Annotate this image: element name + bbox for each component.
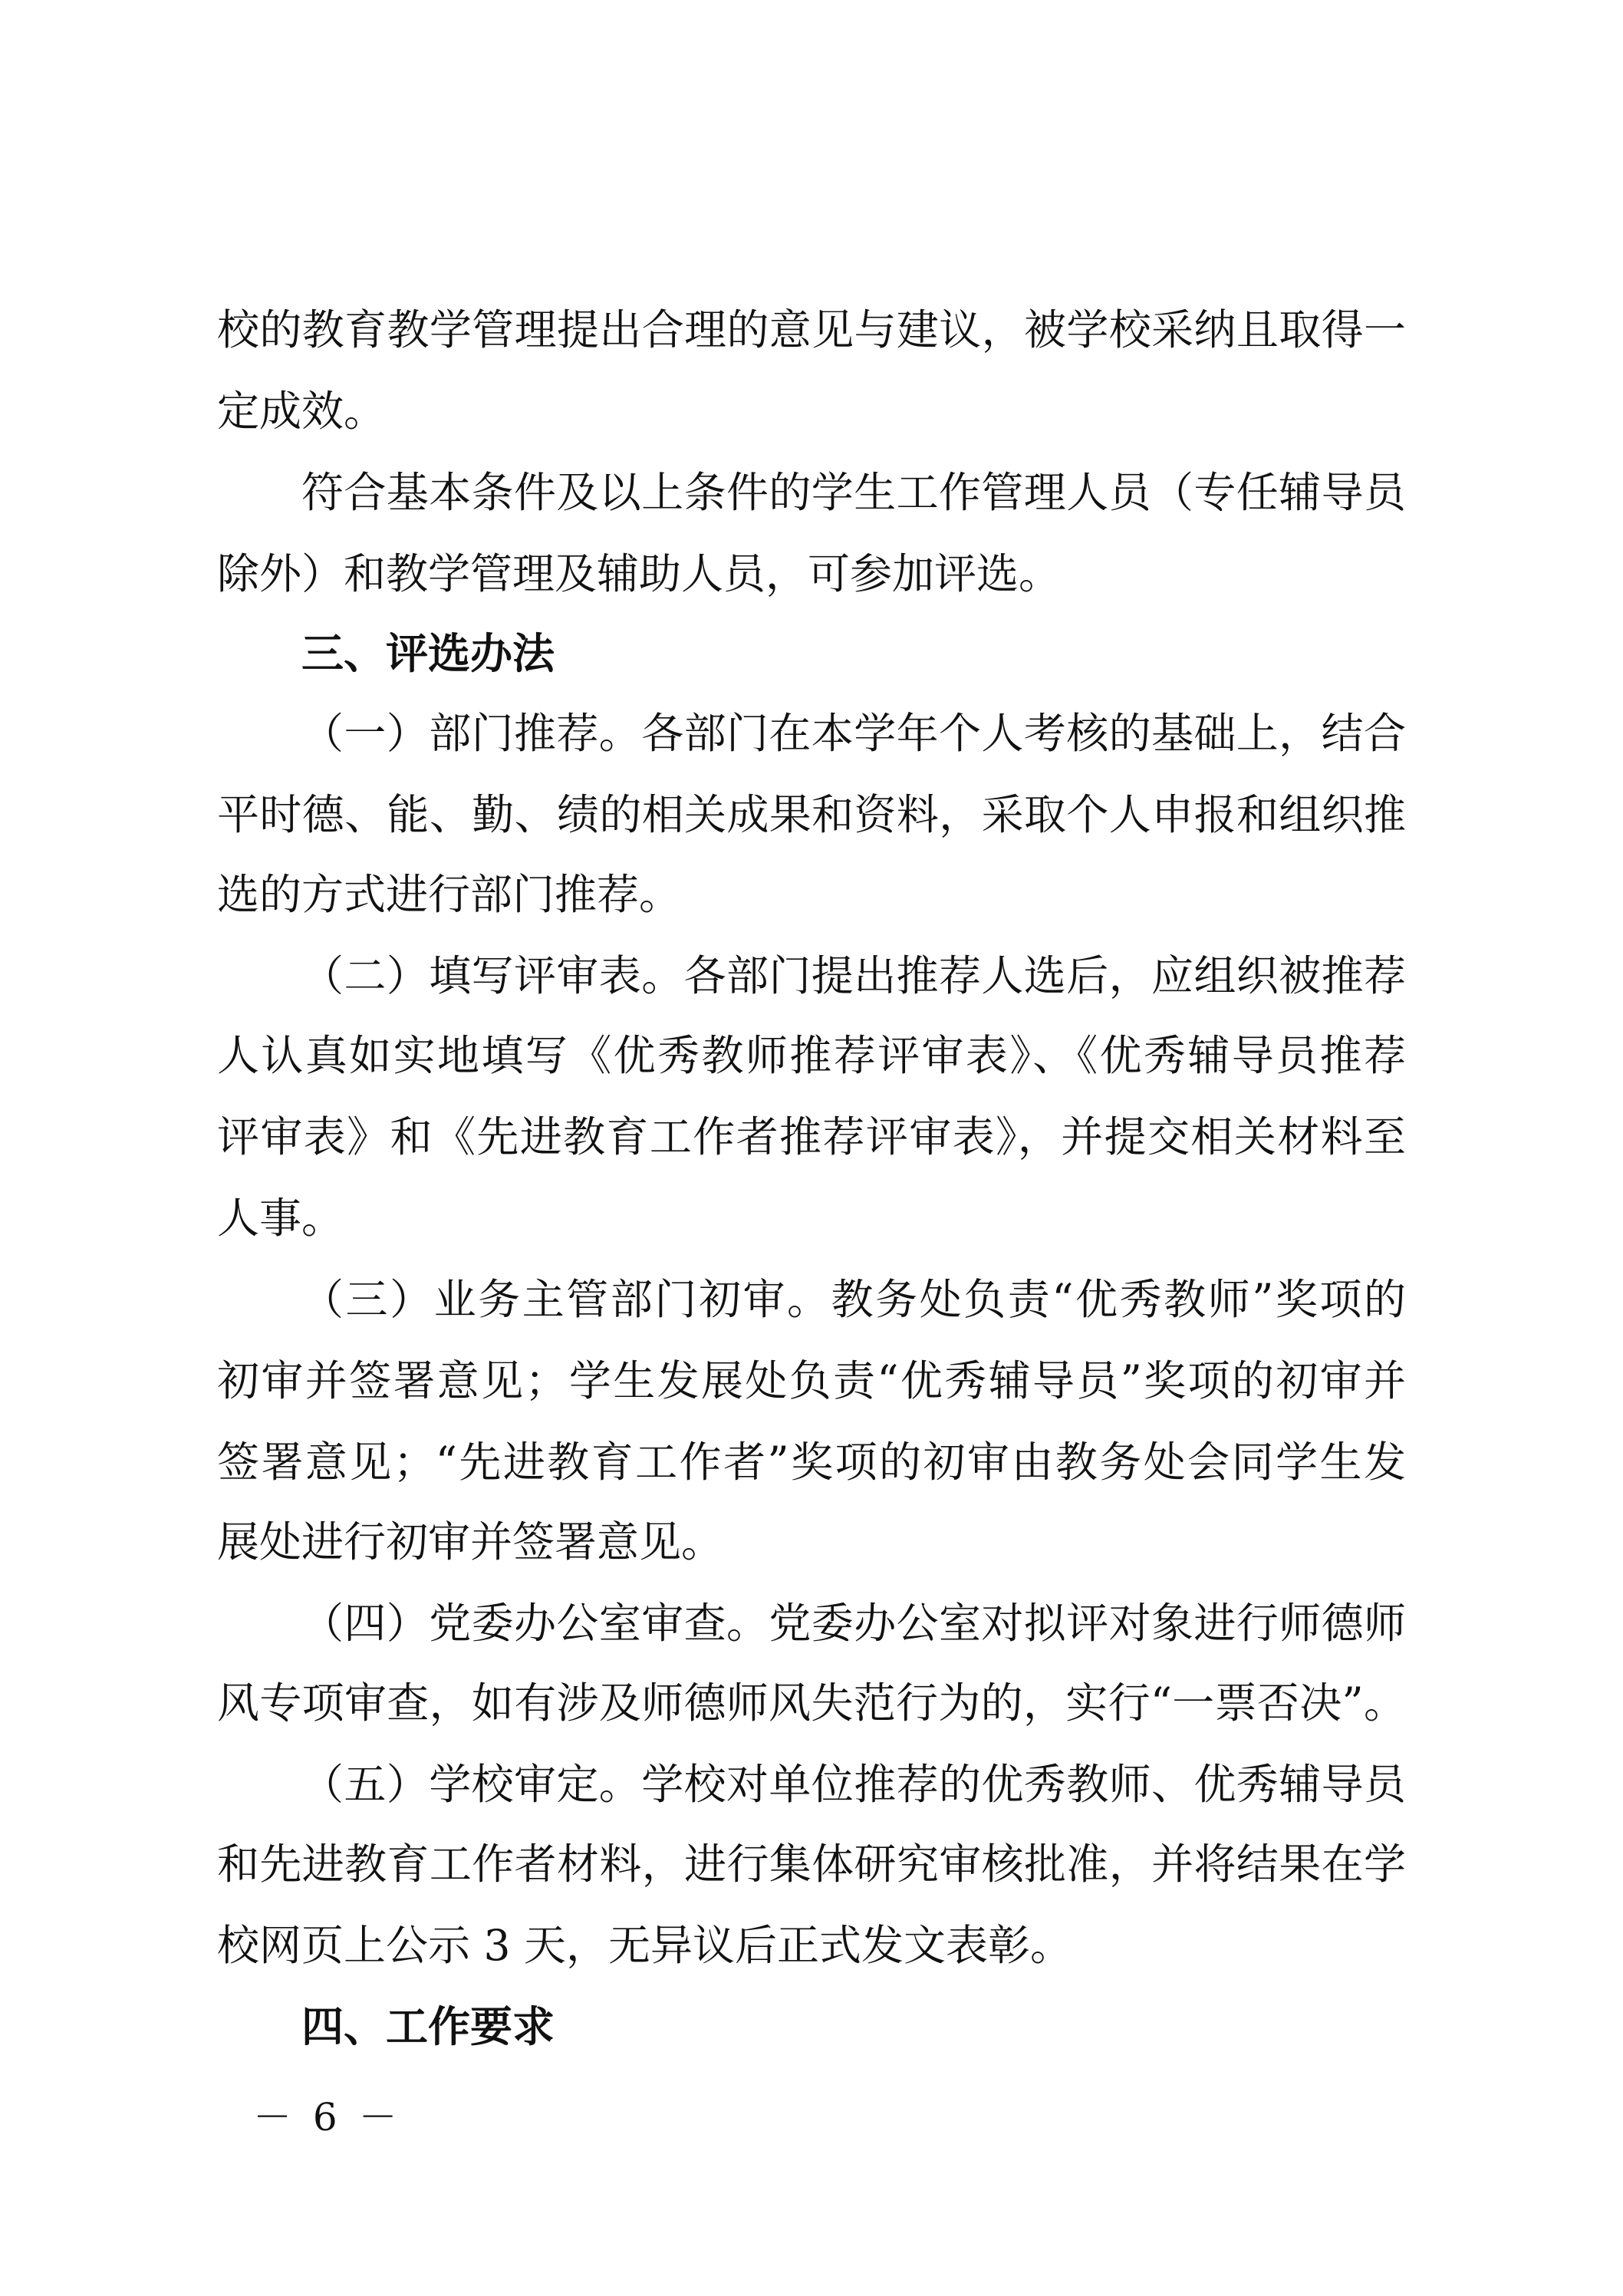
- paragraph-line: 选的方式进行部门推荐。: [217, 870, 682, 919]
- section-heading: 四、工作要求: [301, 2002, 555, 2051]
- paragraph-line: 人事。: [217, 1194, 344, 1243]
- paragraph-line: 校网页上公示 3 天，无异议后正式发文表彰。: [217, 1921, 1072, 1970]
- section-heading: 三、评选办法: [301, 629, 555, 678]
- paragraph-line: （四）党委办公室审查。党委办公室对拟评对象进行师德师: [301, 1599, 1406, 1648]
- paragraph-line: 初审并签署意见；学生发展处负责“优秀辅导员”奖项的初审并: [217, 1356, 1406, 1405]
- paragraph-line: （二）填写评审表。各部门提出推荐人选后，应组织被推荐: [301, 951, 1406, 1000]
- paragraph-line: （三）业务主管部门初审。教务处负责“优秀教师”奖项的: [301, 1275, 1406, 1324]
- paragraph-line: 符合基本条件及以上条件的学生工作管理人员（专任辅导员: [301, 468, 1406, 517]
- paragraph-line: （五）学校审定。学校对单位推荐的优秀教师、优秀辅导员: [301, 1760, 1406, 1809]
- paragraph-line: 除外）和教学管理及辅助人员，可参加评选。: [217, 549, 1062, 598]
- paragraph-line: 定成效。: [217, 387, 387, 436]
- paragraph-line: 评审表》和《先进教育工作者推荐评审表》，并提交相关材料至: [217, 1112, 1406, 1161]
- paragraph-line: 展处进行初审并签署意见。: [217, 1517, 724, 1566]
- paragraph-line: 平时德、能、勤、绩的相关成果和资料，采取个人申报和组织推: [217, 790, 1406, 839]
- paragraph-line: 人认真如实地填写《优秀教师推荐评审表》、《优秀辅导员推荐: [217, 1031, 1406, 1080]
- page-number: － 6 －: [253, 2095, 402, 2140]
- paragraph-line: 校的教育教学管理提出合理的意见与建议，被学校采纳且取得一: [217, 305, 1406, 354]
- paragraph-line: 风专项审查，如有涉及师德师风失范行为的，实行“一票否决”。: [217, 1678, 1406, 1728]
- paragraph-line: （一）部门推荐。各部门在本学年个人考核的基础上，结合: [301, 709, 1406, 758]
- paragraph-line: 和先进教育工作者材料，进行集体研究审核批准，并将结果在学: [217, 1840, 1406, 1889]
- paragraph-line: 签署意见；“先进教育工作者”奖项的初审由教务处会同学生发: [217, 1438, 1406, 1487]
